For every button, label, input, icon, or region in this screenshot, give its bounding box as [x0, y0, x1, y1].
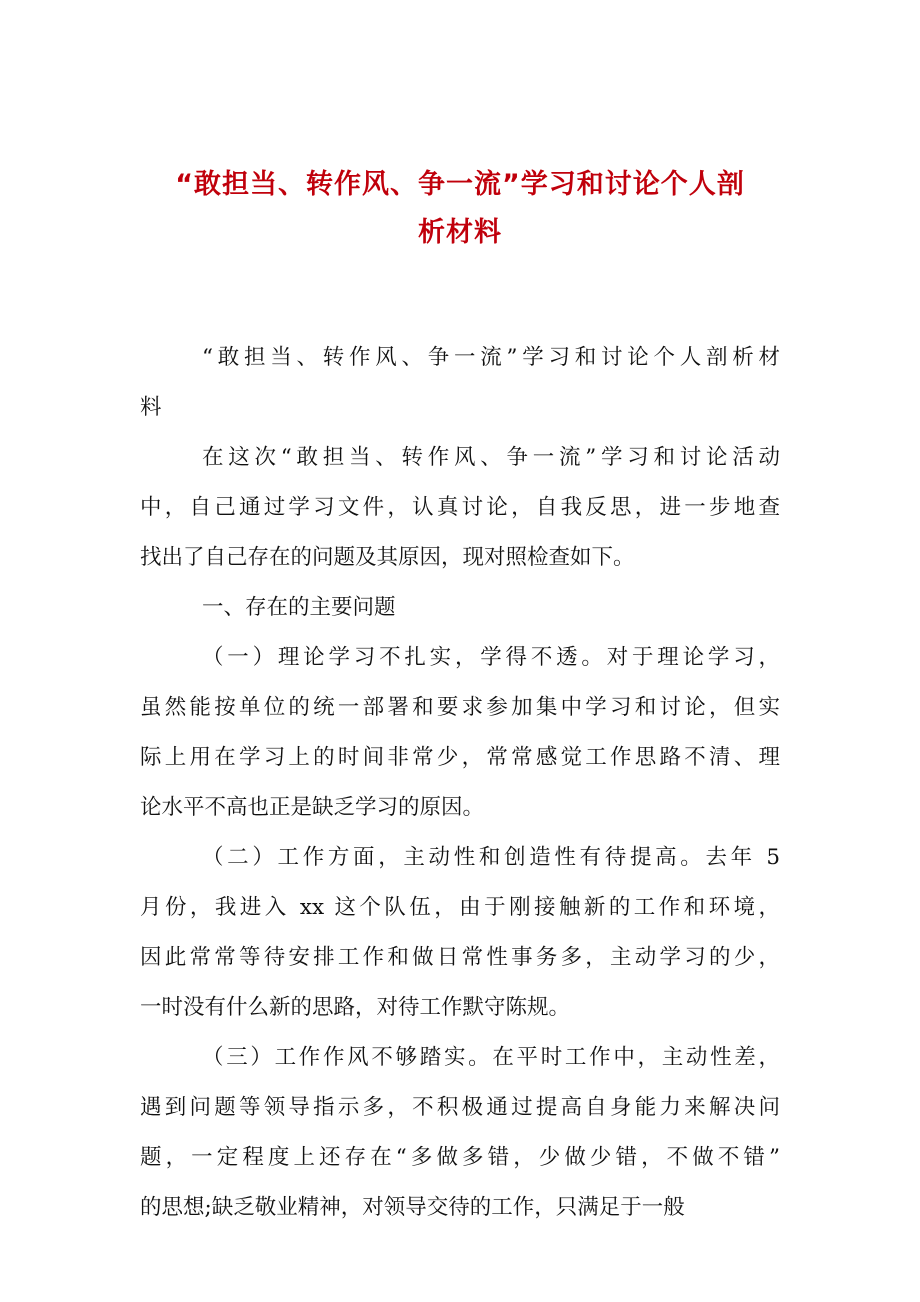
- body-line: “敢担当、转作风、争一流”学习和讨论个人剖析材: [202, 345, 780, 370]
- body-line: 际上用在学习上的时间非常少，常常感觉工作思路不清、理: [140, 745, 780, 770]
- body-line: 在这次“敢担当、转作风、争一流”学习和讨论活动: [202, 445, 780, 470]
- document-title-line-2: 析材料: [418, 217, 502, 248]
- body-line: 一、存在的主要问题: [202, 595, 396, 620]
- document-body: [140, 333, 780, 1233]
- body-line: 论水平不高也正是缺乏学习的原因。: [140, 795, 485, 820]
- body-line: 题，一定程度上还存在“多做多错，少做少错，不做不错”: [140, 1145, 780, 1170]
- body-line: 一时没有什么新的思路，对待工作默守陈规。: [140, 995, 571, 1020]
- document-title-line-1: “敢担当、转作风、争一流”学习和讨论个人剖: [175, 169, 745, 200]
- body-line: 月份，我进入 xx 这个队伍，由于刚接触新的工作和环境，: [140, 895, 780, 920]
- body-line: （一）理论学习不扎实，学得不透。对于理论学习，: [202, 645, 780, 670]
- body-line: 料: [140, 395, 162, 420]
- body-line: 因此常常等待安排工作和做日常性事务多，主动学习的少，: [140, 945, 780, 970]
- body-line: 的思想;缺乏敬业精神，对领导交待的工作，只满足于一般: [140, 1195, 685, 1220]
- body-line: （二）工作方面，主动性和创造性有待提高。去年 5: [202, 845, 780, 870]
- body-line: 中，自己通过学习文件，认真讨论，自我反思，进一步地查: [140, 495, 780, 520]
- body-line: 遇到问题等领导指示多，不积极通过提高自身能力来解决问: [140, 1095, 780, 1120]
- body-line: 找出了自己存在的问题及其原因，现对照检查如下。: [140, 545, 635, 570]
- body-line: （三）工作作风不够踏实。在平时工作中，主动性差，: [202, 1045, 780, 1070]
- body-line: 虽然能按单位的统一部署和要求参加集中学习和讨论，但实: [140, 695, 780, 720]
